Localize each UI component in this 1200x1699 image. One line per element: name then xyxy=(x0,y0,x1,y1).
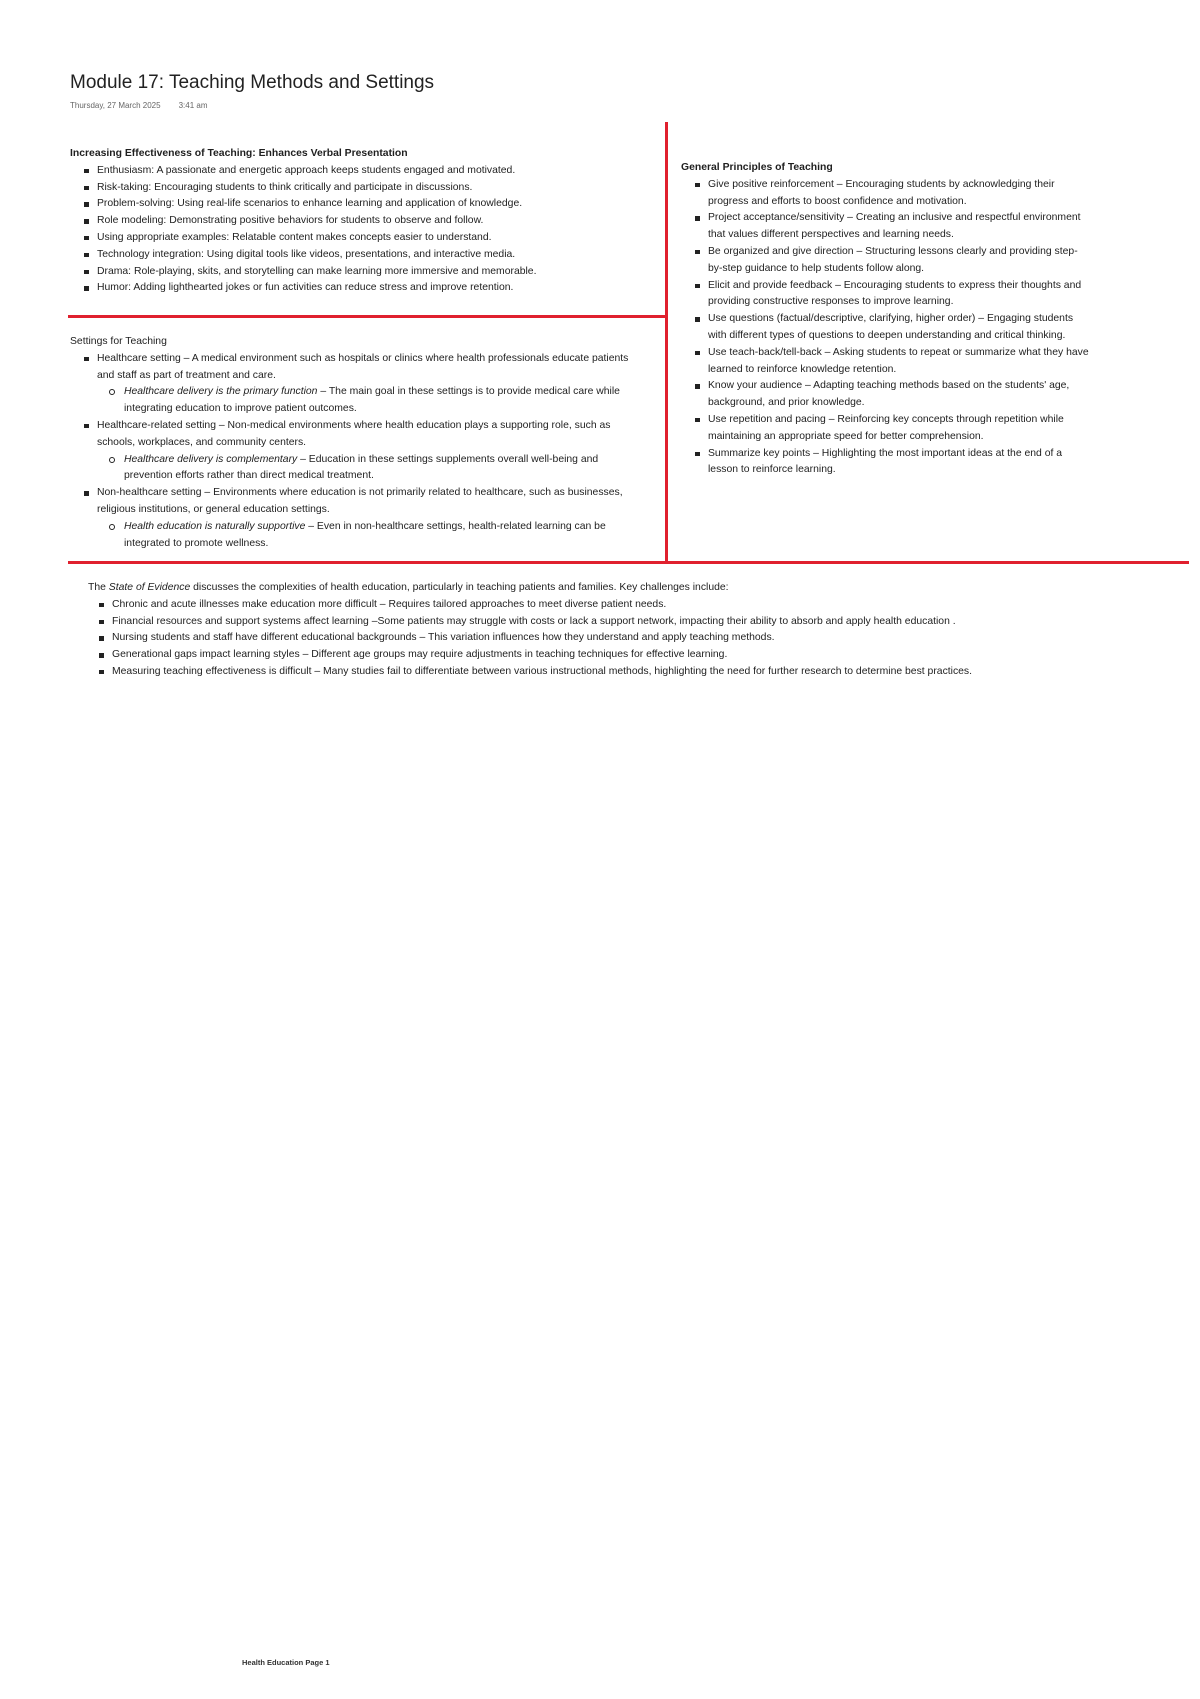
vertical-divider xyxy=(665,122,668,562)
list-item: Give positive reinforcement – Encouraging students by acknowledging their progress and efforts to boost confidence and motivation. xyxy=(681,177,1091,211)
list-item: Elicit and provide feedback – Encouraging students to express their thoughts and providing constructive responses to improve learning. xyxy=(681,278,1091,312)
list-item: Be organized and give direction – Structuring lessons clearly and providing step-by-step guidance to help students follow along. xyxy=(681,244,1091,278)
page-date xyxy=(70,101,207,110)
divider-bottom xyxy=(68,561,1189,564)
list-item: Measuring teaching effectiveness is difficult – Many studies fail to differentiate between various instructional methods, highlighting the need for further research to determine best practices. xyxy=(85,664,1160,681)
sub-list xyxy=(97,452,645,486)
list-item: Risk-taking: Encouraging students to think critically and participate in discussions. xyxy=(70,180,660,197)
list-item: Generational gaps impact learning styles – Different age groups may require adjustments in teaching techniques for effective learning. xyxy=(85,647,1160,664)
list-item: Drama: Role-playing, skits, and storytelling can make learning more immersive and memorable. xyxy=(70,264,660,281)
sub-list-item xyxy=(97,384,645,418)
list-item: Using appropriate examples: Relatable content makes concepts easier to understand. xyxy=(70,230,660,247)
list-item: Know your audience – Adapting teaching methods based on the students' age, background, and prior knowledge. xyxy=(681,378,1091,412)
list-item: Problem-solving: Using real-life scenarios to enhance learning and application of knowledge. xyxy=(70,196,660,213)
sub-list xyxy=(97,519,645,553)
list-item: Project acceptance/sensitivity – Creating an inclusive and respectful environment that values different perspectives and learning needs. xyxy=(681,210,1091,244)
list-item xyxy=(70,418,645,485)
settings-section xyxy=(70,334,645,552)
principles-section xyxy=(681,160,1091,479)
sub-list-item xyxy=(97,519,645,553)
list-item: Use teach-back/tell-back – Asking students to repeat or summarize what they have learned to reinforce knowledge retention. xyxy=(681,345,1091,379)
list-item: Technology integration: Using digital tools like videos, presentations, and interactive media. xyxy=(70,247,660,264)
date-text: Thursday, 27 March 2025 xyxy=(70,101,161,110)
divider-top-left xyxy=(68,315,667,318)
effectiveness-heading: Increasing Effectiveness of Teaching: Enhances Verbal Presentation xyxy=(70,148,408,159)
list-item: Humor: Adding lighthearted jokes or fun activities can reduce stress and improve retention. xyxy=(70,280,660,297)
list-item: Financial resources and support systems affect learning –Some patients may struggle with costs or lack a support network, impacting their ability to absorb and apply health education . xyxy=(85,614,1160,631)
intro-post: discusses the complexities of health education, particularly in teaching patients and families. Key challenges include: xyxy=(190,582,729,593)
sub-emphasis: Healthcare delivery is the primary function xyxy=(124,386,318,398)
effectiveness-section xyxy=(70,146,660,297)
effectiveness-list xyxy=(70,163,660,297)
list-item: Role modeling: Demonstrating positive behaviors for students to observe and follow. xyxy=(70,213,660,230)
sub-text: – Education in these settings supplements overall well-being and prevention efforts rather than direct medical treatment. xyxy=(124,453,599,482)
sub-text: – Even in non-healthcare settings, health-related learning can be integrated to promote wellness. xyxy=(124,520,606,549)
list-item: Chronic and acute illnesses make education more difficult – Requires tailored approaches to meet diverse patient needs. xyxy=(85,597,1160,614)
principles-list xyxy=(681,177,1091,479)
intro-pre: The xyxy=(88,582,109,593)
list-item xyxy=(70,485,645,552)
evidence-list xyxy=(85,597,1160,681)
setting-text: Healthcare-related setting – Non-medical environments where health education plays a supporting role, such as schools, workplaces, and community centers. xyxy=(97,419,611,448)
evidence-intro xyxy=(88,580,1160,597)
list-item: Use questions (factual/descriptive, clarifying, higher order) – Engaging students with different types of questions to deepen understanding and critical thinking. xyxy=(681,311,1091,345)
sub-list xyxy=(97,384,645,418)
sub-list-item xyxy=(97,452,645,486)
list-item: Nursing students and staff have different educational backgrounds – This variation influences how they understand and apply teaching methods. xyxy=(85,630,1160,647)
sub-emphasis: Healthcare delivery is complementary xyxy=(124,453,298,465)
settings-list xyxy=(70,351,645,553)
sub-emphasis: Health education is naturally supportive xyxy=(124,520,306,532)
intro-emphasis: State of Evidence xyxy=(108,582,191,593)
list-item: Summarize key points – Highlighting the most important ideas at the end of a lesson to reinforce learning. xyxy=(681,446,1091,480)
page-footer: Health Education Page 1 xyxy=(242,1658,330,1667)
list-item: Enthusiasm: A passionate and energetic approach keeps students engaged and motivated. xyxy=(70,163,660,180)
principles-heading: General Principles of Teaching xyxy=(681,162,833,173)
list-item xyxy=(70,351,645,418)
page-title: Module 17: Teaching Methods and Settings xyxy=(70,72,435,93)
setting-text: Healthcare setting – A medical environment such as hospitals or clinics where health professionals educate patients and staff as part of treatment and care. xyxy=(97,352,629,381)
setting-text: Non-healthcare setting – Environments where education is not primarily related to healthcare, such as businesses, religious institutions, or general education settings. xyxy=(97,487,623,515)
sub-text: – The main goal in these settings is to provide medical care while integrating education to improve patient outcomes. xyxy=(124,386,620,415)
evidence-section xyxy=(88,580,1160,681)
settings-heading: Settings for Teaching xyxy=(70,336,167,347)
time-text: 3:41 am xyxy=(178,101,208,110)
list-item: Use repetition and pacing – Reinforcing key concepts through repetition while maintaining an appropriate speed for better comprehension. xyxy=(681,412,1091,446)
